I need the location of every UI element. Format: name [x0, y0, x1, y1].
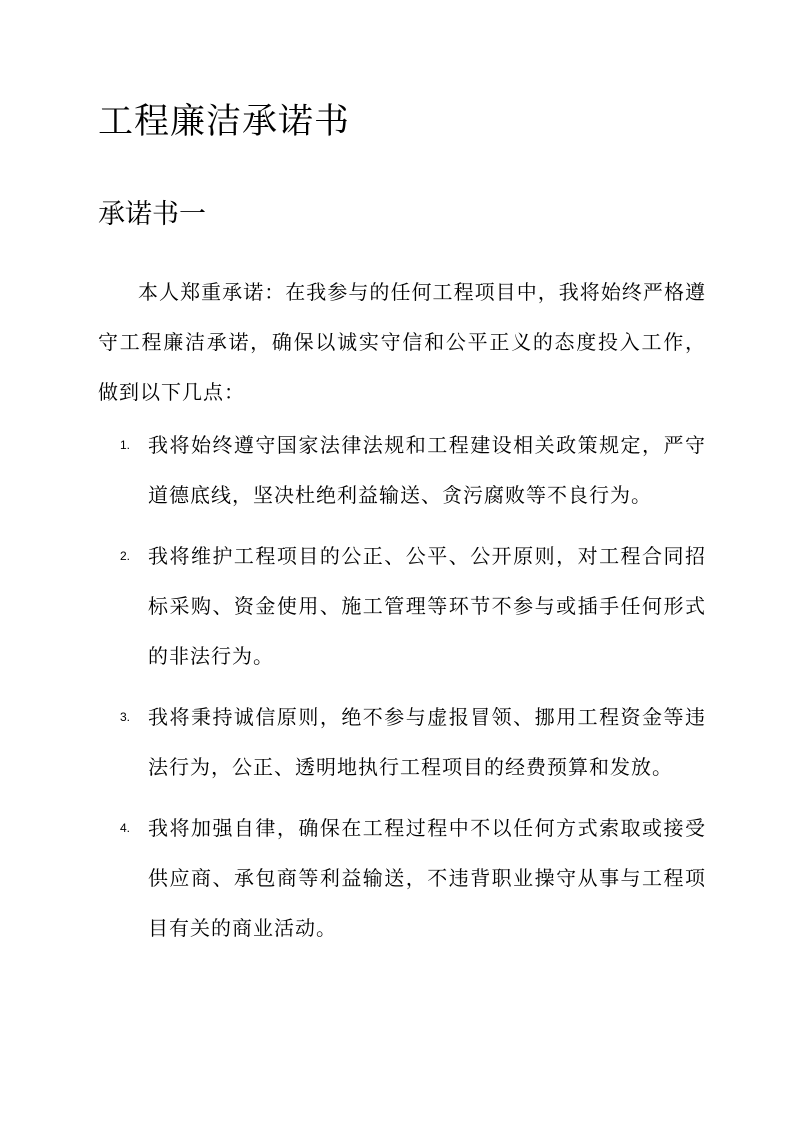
- commitment-list: [98, 420, 706, 964]
- list-item-text: 我将秉持诚信原则，绝不参与虚报冒领、挪用工程资金等违法行为，公正、透明地执行工程项目的经费预算和发放。: [148, 705, 706, 779]
- list-item: [98, 803, 706, 953]
- list-item-text: 我将维护工程项目的公正、公平、公开原则，对工程合同招标采购、资金使用、施工管理等环节不参与或插手任何形式的非法行为。: [148, 544, 706, 668]
- list-item: [98, 692, 706, 792]
- section-heading: 承诺书一: [98, 199, 206, 230]
- list-item-text: 我将加强自律，确保在工程过程中不以任何方式索取或接受供应商、承包商等利益输送，不违背职业操守从事与工程项目有关的商业活动。: [148, 816, 706, 940]
- list-item-number: 2.: [120, 549, 131, 563]
- list-item-number: 4.: [120, 821, 131, 835]
- list-item: [98, 531, 706, 681]
- list-item: [98, 420, 706, 520]
- intro-paragraph: 本人郑重承诺：在我参与的任何工程项目中，我将始终严格遵守工程廉洁承诺，确保以诚实守信和公平正义的态度投入工作，做到以下几点：: [98, 280, 706, 404]
- document-title: 工程廉洁承诺书: [98, 102, 351, 142]
- list-item-number: 3.: [120, 710, 131, 724]
- list-item-number: 1.: [120, 438, 131, 452]
- list-item-text: 我将始终遵守国家法律法规和工程建设相关政策规定，严守道德底线，坚决杜绝利益输送、贪污腐败等不良行为。: [148, 433, 706, 507]
